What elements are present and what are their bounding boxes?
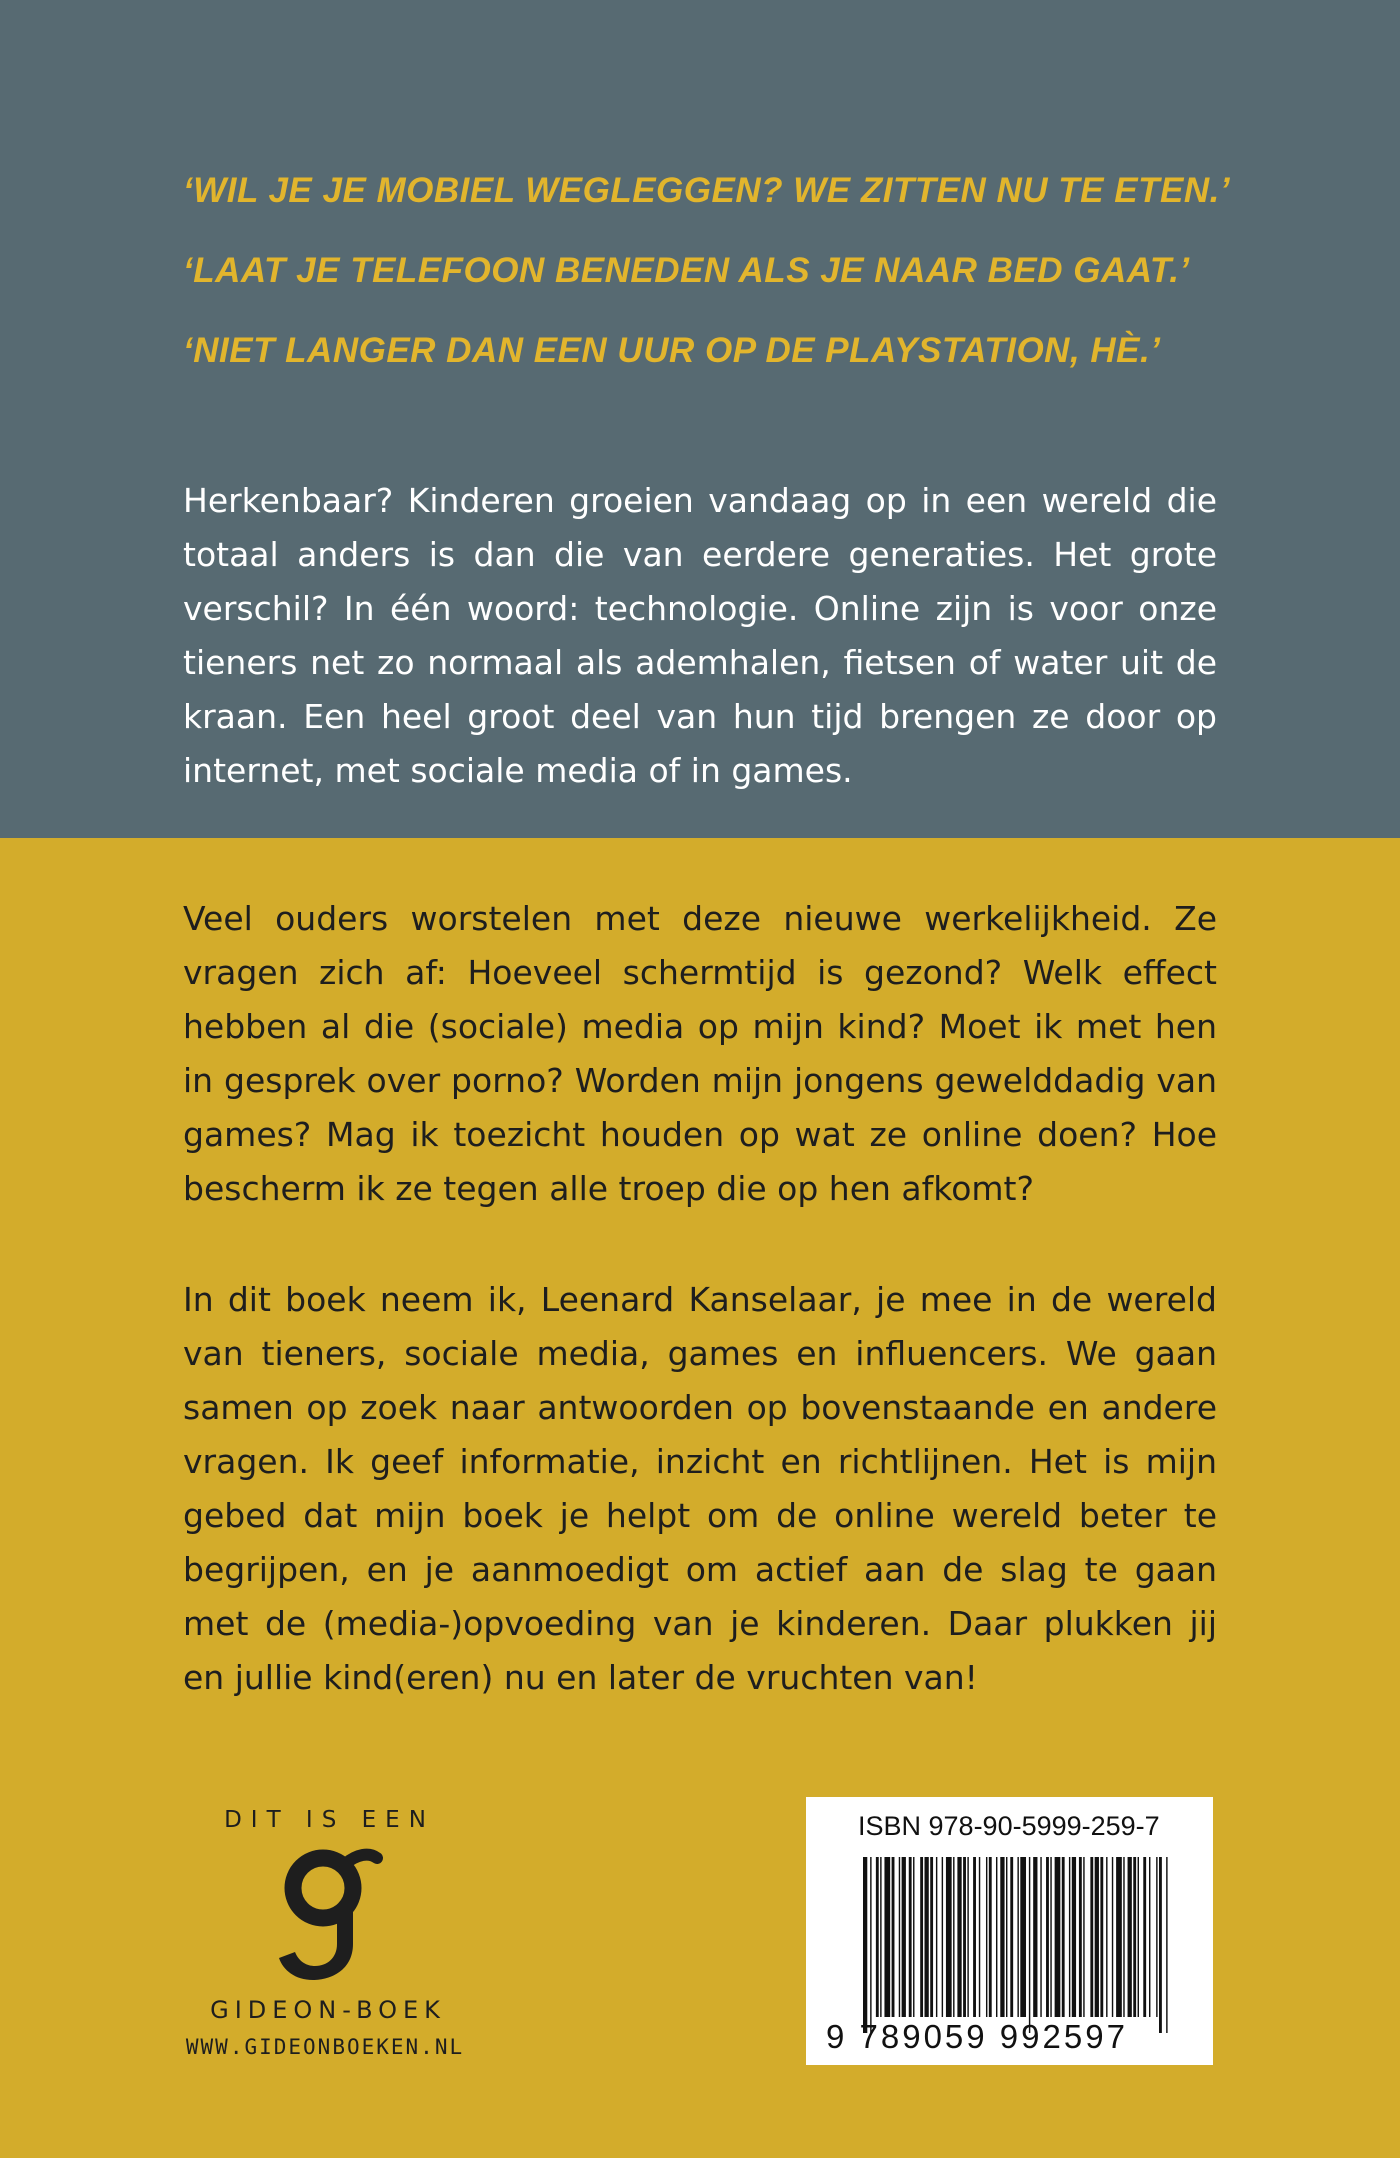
barcode-bar — [1062, 1857, 1065, 2017]
barcode-bar — [1020, 1857, 1026, 2017]
barcode-bar — [1133, 1857, 1136, 2017]
barcode-bar — [1112, 1857, 1113, 2017]
barcode-bar — [902, 1857, 906, 2017]
barcode-bar — [892, 1857, 895, 2017]
barcode-bar — [986, 1857, 987, 2017]
gideon-g-logo-icon — [170, 1840, 480, 1990]
barcode-bar — [884, 1857, 890, 2017]
author-paragraph: In dit boek neem ik, Leenard Kanselaar, je mee in de wereld van tieners, sociale media, games en influencers. We gaan samen op zoek naar antwoorden op bovenstaande en andere vragen. Ik geef informatie, inzicht en richtlijnen. Het is mijn gebed dat mijn boek je helpt om de online wereld beter te begrijpen, en je aanmoedigt om actief aan de slag te gaan met de (media-)opvoeding van je kinderen. Daar plukken jij en jullie kind(eren) nu en later de vruchten van! — [183, 1280, 1217, 1697]
barcode-bar — [953, 1857, 954, 2017]
barcode-bar — [1069, 1857, 1070, 2017]
barcode-bar — [1156, 1857, 1157, 2017]
barcode-bar — [870, 1857, 871, 2033]
barcode-bar — [1143, 1857, 1146, 2017]
barcode-bar — [1029, 1857, 1030, 2033]
barcode-bar — [1095, 1857, 1099, 2017]
questions-paragraph: Veel ouders worstelen met deze nieuwe werkelijkheid. Ze vragen zich af: Hoeveel schermtijd is gezond? Welk effect hebben al die (sociale) media op mijn kind? Moet ik met hen in gesprek over porno? Worden mijn jongens gewelddadig van games? Mag ik toezicht houden op wat ze online doen? Hoe bescherm ik ze tegen alle troep die op hen afkomt? — [183, 899, 1217, 1208]
quote-line: ‘WIL JE JE MOBIEL WEGLEGGEN? WE ZITTEN NU TE ETEN.’ — [183, 171, 1231, 210]
barcode-bar — [1006, 1857, 1007, 2017]
barcode-bar — [1050, 1857, 1051, 2017]
barcode-bar — [989, 1857, 992, 2017]
barcode-bar — [979, 1857, 980, 2017]
barcode-box — [806, 1797, 1213, 2065]
barcode-bar — [1166, 1857, 1167, 2033]
barcode-bar — [1046, 1857, 1049, 2017]
barcode-bar — [1055, 1857, 1061, 2017]
barcode-bar — [942, 1857, 943, 2017]
barcode-bar — [1000, 1857, 1004, 2017]
barcode-bar — [1090, 1857, 1093, 2017]
barcode-bar — [913, 1857, 914, 2017]
barcode-bar — [1149, 1857, 1150, 2017]
barcode-bar — [1083, 1857, 1084, 2017]
barcode-bar — [973, 1857, 976, 2017]
barcode-bar — [1010, 1857, 1013, 2017]
barcode-bar — [967, 1857, 968, 2017]
barcode-bar — [946, 1857, 952, 2017]
barcode-bar — [909, 1857, 912, 2017]
barcode-bars — [863, 1857, 1169, 2033]
publisher-tagline: DIT IS EEN — [224, 1807, 435, 1833]
barcode-bar — [1017, 1857, 1018, 2017]
barcode-bar — [876, 1857, 879, 2017]
barcode-bar — [920, 1857, 923, 2017]
barcode-bar — [957, 1857, 961, 2017]
barcode-bar — [1079, 1857, 1082, 2017]
ean-number: 9 789059 992597 — [826, 2018, 1128, 2055]
barcode-bar — [1116, 1857, 1122, 2017]
barcode-bar — [1072, 1857, 1076, 2017]
barcode-bar — [924, 1857, 928, 2017]
quote-line: ‘NIET LANGER DAN EEN UUR OP DE PLAYSTATION, HÈ.’ — [183, 331, 1161, 370]
publisher-name: GIDEON-BOEK — [210, 1996, 446, 2024]
barcode-bar — [1138, 1857, 1139, 2017]
quotes-block — [183, 163, 1231, 403]
barcode-bar — [930, 1857, 933, 2017]
publisher-block — [170, 1800, 480, 2064]
barcode-bar — [963, 1857, 966, 2017]
barcode-bar — [996, 1857, 997, 2017]
barcode-bar — [1128, 1857, 1132, 2017]
barcode-bar — [1033, 1857, 1037, 2017]
barcode-bar — [1106, 1857, 1107, 2017]
intro-paragraph: Herkenbaar? Kinderen groeien vandaag op in een wereld die totaal anders is dan die van eerdere generaties. Het grote verschil? In één woord: technologie. Online zijn is voor onze tieners net zo normaal als ademhalen, fietsen of water uit de kraan. Een heel groot deel van hun tijd brengen ze door op internet, met sociale media of in games. — [183, 481, 1217, 790]
barcode-bar — [1123, 1857, 1124, 2017]
barcode-bar — [1159, 1857, 1162, 2033]
barcode-bar — [863, 1857, 867, 2033]
barcode-bar — [1040, 1857, 1041, 2017]
barcode-bar — [899, 1857, 900, 2017]
barcode-bar — [936, 1857, 937, 2017]
barcode-bar — [880, 1857, 881, 2017]
isbn-label: ISBN 978-90-5999-259-7 — [858, 1811, 1160, 1841]
barcode-bar — [1100, 1857, 1103, 2017]
publisher-url: WWW.GIDEONBOEKEN.NL — [185, 2035, 465, 2059]
quote-line: ‘LAAT JE TELEFOON BENEDEN ALS JE NAAR BED GAAT.’ — [183, 251, 1190, 290]
